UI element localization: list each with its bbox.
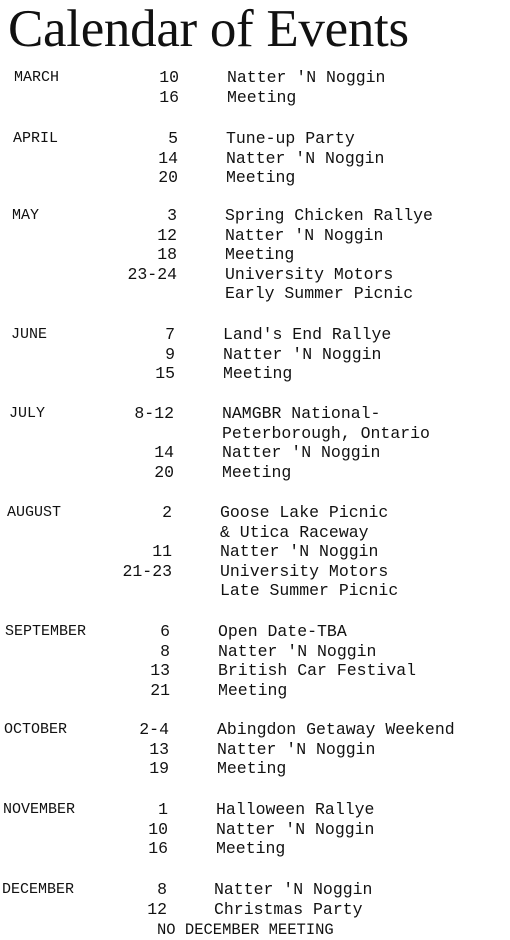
- event-day: 14: [158, 148, 178, 168]
- event-entry: [0, 900, 510, 920]
- event-title: Natter 'N Noggin: [216, 819, 375, 839]
- event-title: Halloween Rallye: [216, 800, 375, 819]
- event-day: 23-24: [127, 264, 177, 284]
- event-entry: [0, 68, 510, 88]
- event-day: 20: [154, 462, 174, 482]
- event-title: Spring Chicken Rallye: [225, 206, 433, 225]
- event-entry: [0, 245, 510, 265]
- event-day: 9: [165, 344, 175, 364]
- event-title: Goose Lake Picnic: [220, 503, 389, 522]
- event-entry: [0, 129, 510, 149]
- event-title: Meeting: [218, 680, 288, 700]
- event-entry: [0, 681, 510, 701]
- event-day: 5: [168, 129, 178, 148]
- event-entry: [0, 642, 510, 662]
- month-name: DECEMBER: [2, 881, 75, 898]
- event-entry: [0, 561, 510, 600]
- event-entry: [0, 542, 510, 562]
- event-entry: [0, 404, 510, 443]
- month-name: OCTOBER: [4, 721, 68, 738]
- event-entry: [0, 800, 510, 820]
- event-title: Meeting: [225, 245, 295, 264]
- event-entry: [0, 325, 510, 345]
- event-day: 16: [148, 839, 168, 858]
- event-entry: [0, 740, 510, 760]
- event-entry: [0, 661, 510, 681]
- event-title: Land's End Rallye: [223, 325, 392, 344]
- event-title: Natter 'N Noggin: [220, 542, 379, 561]
- month-name: NOVEMBER: [3, 801, 76, 818]
- event-day: 12: [157, 225, 177, 245]
- event-day: 11: [152, 542, 172, 561]
- event-entry: [0, 720, 510, 740]
- event-title: Natter 'N Noggin: [217, 739, 376, 759]
- event-entry: [0, 364, 510, 384]
- page-title: Calendar of Events: [8, 0, 409, 58]
- event-title: Meeting: [227, 87, 297, 107]
- event-title: British Car Festival: [218, 661, 417, 680]
- event-title: Natter 'N Noggin: [226, 148, 385, 168]
- event-title: & Utica Raceway: [220, 522, 369, 542]
- event-day: 20: [158, 168, 178, 187]
- event-day: 13: [150, 661, 170, 680]
- month-name: JULY: [9, 405, 46, 422]
- event-title: University Motors: [225, 264, 394, 284]
- month-name: JUNE: [11, 326, 48, 343]
- event-title: Meeting: [216, 839, 286, 858]
- event-day: 6: [160, 622, 170, 641]
- event-day: 2-4: [139, 720, 169, 739]
- event-title: Natter 'N Noggin: [223, 344, 382, 364]
- event-entry: [0, 226, 510, 246]
- event-title: Open Date-TBA: [218, 622, 347, 641]
- month-name: AUGUST: [7, 504, 62, 521]
- event-title: Natter 'N Noggin: [218, 641, 377, 661]
- event-title: Meeting: [226, 168, 296, 187]
- event-day: 14: [154, 443, 174, 462]
- month-name: MARCH: [14, 69, 60, 86]
- event-title: Christmas Party: [214, 899, 363, 919]
- event-entry: [0, 443, 510, 463]
- footer-note: NO DECEMBER MEETING: [157, 921, 334, 939]
- month-name: APRIL: [13, 130, 59, 147]
- event-title: NAMGBR National-: [222, 404, 381, 423]
- event-entry: [0, 88, 510, 108]
- event-title: Natter 'N Noggin: [225, 225, 384, 245]
- event-title: Abingdon Getaway Weekend: [217, 720, 455, 739]
- event-title: Natter 'N Noggin: [227, 68, 386, 87]
- event-day: 8: [160, 641, 170, 661]
- event-day: 19: [149, 759, 169, 778]
- event-entry: [0, 880, 510, 900]
- event-title: Meeting: [222, 462, 292, 482]
- event-entry: [0, 264, 510, 303]
- event-day: 10: [159, 68, 179, 87]
- event-entry: [0, 463, 510, 483]
- event-entry: [0, 503, 510, 542]
- event-entry: [0, 839, 510, 859]
- event-day: 8-12: [134, 404, 174, 423]
- event-day: 16: [159, 87, 179, 107]
- event-day: 12: [147, 899, 167, 919]
- event-day: 2: [162, 503, 172, 522]
- event-title: Late Summer Picnic: [220, 581, 399, 600]
- event-day: 7: [165, 325, 175, 344]
- event-day: 10: [148, 819, 168, 839]
- event-day: 3: [167, 206, 177, 225]
- event-day: 8: [157, 880, 167, 899]
- event-title: Tune-up Party: [226, 129, 355, 148]
- event-entry: [0, 622, 510, 642]
- event-title: University Motors: [220, 561, 389, 581]
- event-day: 1: [158, 800, 168, 819]
- event-title: Natter 'N Noggin: [222, 443, 381, 462]
- event-day: 15: [155, 364, 175, 383]
- event-title: Meeting: [223, 364, 293, 383]
- month-name: MAY: [12, 207, 40, 224]
- event-entry: [0, 206, 510, 226]
- event-title: Meeting: [217, 759, 287, 778]
- event-day: 21-23: [122, 561, 172, 581]
- event-title: Peterborough, Ontario: [222, 423, 430, 443]
- event-title: Natter 'N Noggin: [214, 880, 373, 899]
- event-entry: [0, 759, 510, 779]
- event-title: Early Summer Picnic: [225, 284, 414, 303]
- event-day: 13: [149, 739, 169, 759]
- event-entry: [0, 168, 510, 188]
- event-entry: [0, 820, 510, 840]
- event-entry: [0, 149, 510, 169]
- month-name: SEPTEMBER: [5, 623, 87, 640]
- event-day: 18: [157, 245, 177, 264]
- event-day: 21: [150, 680, 170, 700]
- event-entry: [0, 345, 510, 365]
